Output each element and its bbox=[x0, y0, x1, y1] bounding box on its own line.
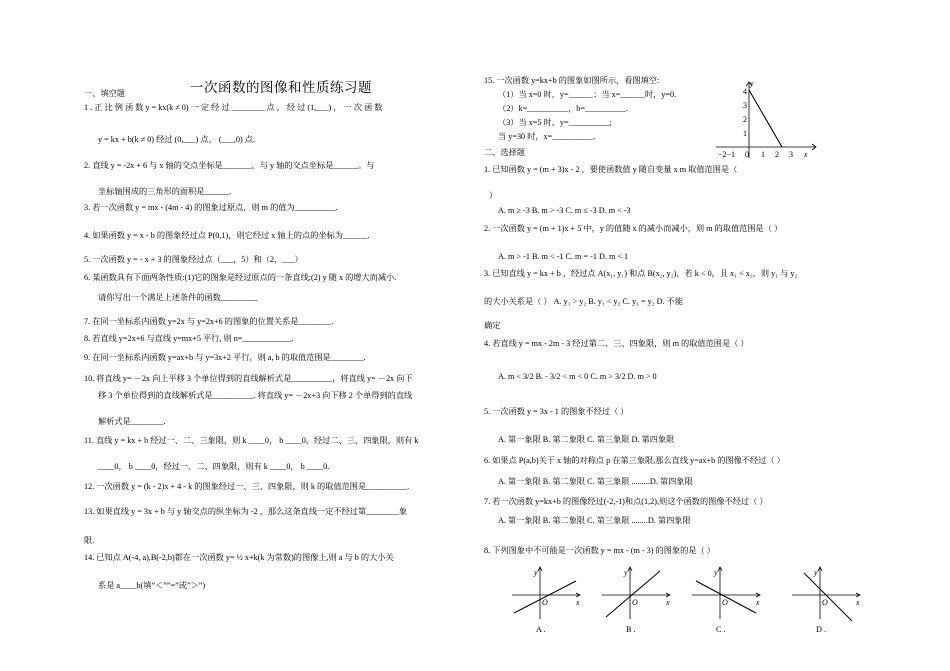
left-line: 5. 一次函数 y = - x + 3 的图象经过点（___，5）和（2，___） bbox=[84, 255, 303, 264]
section-fill-in: 一、填空题 bbox=[84, 89, 125, 98]
q15-x-tick-2: 2 bbox=[775, 150, 779, 159]
right-line: （2）k=__________，b=__________. bbox=[498, 104, 629, 113]
svg-text:O: O bbox=[722, 598, 728, 607]
svg-text:x: x bbox=[666, 598, 670, 607]
left-line: 请你写出一个满足上述条件的函数_________ bbox=[98, 293, 258, 302]
left-line: ____0， b ____0，经过一、二、四象限，则有 k ____0， b ____0. bbox=[98, 462, 330, 471]
svg-text:O: O bbox=[632, 598, 638, 607]
left-line: 12. 一次函数 y = (k - 2)x + 4 - k 的图象经过一、三、四象限，则 k 的取值范围是__________. bbox=[84, 482, 410, 491]
left-line: 7. 在同一坐标系内函数 y=2x 与 y=2x+6 的图象的位置关系是________. bbox=[84, 317, 334, 326]
q15-x-tick-3: 3 bbox=[789, 150, 793, 159]
left-line: 坐标轴围成的三角形的面积是______. bbox=[98, 187, 232, 196]
svg-text:O: O bbox=[822, 598, 828, 607]
right-line: A. m ≥ -3 B. m > -3 C. m ≤ -3 D. m < -3 bbox=[498, 206, 631, 215]
page-title: 一次函数的图像和性质练习题 bbox=[190, 80, 372, 95]
right-line: 5. 一次函数 y = 3x - 1 的图象不经过（ ） bbox=[484, 407, 629, 416]
svg-text:y: y bbox=[624, 568, 628, 577]
right-line: （1）当 x=0 时，y=______；当 x=______时，y=0. bbox=[498, 90, 677, 99]
right-line: 6. 如果点 P(a,b)关于 x 轴的对称点 p 在第三象限,那么直线 y=ax+b 的图像不经过（ ） bbox=[484, 456, 785, 465]
svg-text:y: y bbox=[814, 568, 818, 577]
left-line: 解析式是________. bbox=[98, 417, 166, 426]
right-line: A. m > -1 B. m < -1 C. m = -1 D. m < 1 bbox=[498, 252, 629, 261]
q15-x-tick-1: 1 bbox=[761, 150, 765, 159]
svg-text:x: x bbox=[576, 598, 580, 607]
q8-option-graph bbox=[790, 565, 862, 621]
q8-option-graph bbox=[690, 565, 762, 621]
q15-y-tick-4: 4 bbox=[743, 87, 747, 96]
left-line: 移 3 个单位得到的直线解析式是__________. 将直线 y= －2x+3 向下移 2 个单得到的直线 bbox=[98, 391, 413, 400]
q8-option-label: B . bbox=[626, 625, 636, 634]
right-line: ） bbox=[489, 191, 498, 200]
right-line: 3. 已知直线 y = kx + b ，经过点 A(x₁, y₁) 和点 B(x₂, y₂)，若 k < 0，且 x₁ < x₂，则 y₁ 与 y₂ bbox=[484, 269, 798, 278]
right-line: 二、选择题 bbox=[484, 148, 525, 157]
right-line: 15. 一次函数 y=kx+b 的图象如图所示，看图填空: bbox=[484, 76, 660, 85]
left-line: y = kx + b(k ≠ 0) 经过 (0,___) 点， (___,0) 点. bbox=[98, 135, 255, 144]
q8-option-label: D . bbox=[816, 625, 827, 634]
left-line: 11. 直线 y = kx + b 经过一、二、三象限，则 k ____0， b ____0，经过二、三、四象限，则有 k bbox=[84, 436, 419, 445]
q15-y-axis-label: y bbox=[750, 79, 754, 88]
q8-option-graph bbox=[510, 565, 582, 621]
right-line: A. 第一象限 B. 第二象限 C. 第三象限 .........D. 第四象限 bbox=[498, 477, 693, 486]
q15-y-tick-2: 2 bbox=[743, 115, 747, 124]
q15-origin-label: 0 bbox=[745, 150, 749, 159]
right-line: 确定 bbox=[484, 321, 501, 330]
right-line: A. m < 3/2 B. - 3/2 < m < 0 C. m > 3/2 D. m > 0 bbox=[498, 372, 657, 381]
svg-text:x: x bbox=[756, 598, 760, 607]
q15-x-ticks-neg: −2−1 bbox=[718, 150, 736, 159]
left-line: 6. 某函数具有下面两条性质:(1)它的图象是经过原点的一条直线;(2) y 随 x 的增大而减小. bbox=[84, 273, 397, 282]
right-line: 2. 一次函数 y = (m + 1)x + 5 中，y 的值随 x 的减小而减小，则 m 的取值范围是（ ） bbox=[484, 224, 783, 233]
left-line: 9. 在同一坐标系内函数 y=ax+b 与 y=3x+2 平行，则 a, b 的取值范围是________. bbox=[84, 353, 366, 362]
q15-y-tick-3: 3 bbox=[743, 101, 747, 110]
right-line: （3）当 x=5 时，y=__________; bbox=[498, 118, 612, 127]
right-line: 8. 下列图象中不可能是一次函数 y = mx - (m - 3) 的图象的是（ ） bbox=[484, 546, 715, 555]
left-line: 10. 将直线 y= －2x 向上平移 3 个单位得到的直线解析式是__________，将直线 y= －2x 向下 bbox=[84, 374, 413, 383]
svg-text:O: O bbox=[542, 598, 548, 607]
q8-option-graph bbox=[600, 565, 672, 621]
q15-y-tick-1: 1 bbox=[743, 129, 747, 138]
right-line: 当 y=30 时，x=__________. bbox=[498, 132, 596, 141]
left-line: 系是 a____b(填”＜””=”或”＞”) bbox=[98, 581, 206, 590]
left-line: 13. 如果直线 y = 3x + b 与 y 轴交点的纵坐标为 -2 ，那么这条直线一定不经过第________象 bbox=[84, 507, 408, 516]
left-line: 14. 已知点 A(-4, a),B(-2,b)都在一次函数 y= ½ x+k(k 为常数)的图像上,则 a 与 b 的大小关 bbox=[84, 553, 394, 562]
q15-graph bbox=[712, 78, 820, 160]
left-line: 1 . 正 比 例 函 数 y = kx(k ≠ 0) 一 定 经 过 ________ 点 ， 经 过 (1,___) ， 一 次 函 数 bbox=[84, 103, 383, 112]
right-line: 1. 已知函数 y = (m + 3)x - 2 ，要使函数值 y 随自变量 x m 取值范围是（ bbox=[484, 165, 738, 174]
right-line: 4. 若直线 y = mx - 2m - 3 经过第二、三、四象限，则 m 的取值范围是（ ） bbox=[484, 339, 749, 348]
right-line: A. 第一象限 B. 第二象限 C. 第三象限 D. 第四象限 bbox=[498, 435, 675, 444]
left-line: 4. 如果函数 y = x - b 的图象经过点 P(0,1)，则它经过 x 轴上的点的坐标为______. bbox=[84, 231, 370, 240]
right-line: 的大小关系是（ ） A. y₁ > y₂ B. y₁ < y₂ C. y₁ = y₂ D. 不能 bbox=[484, 297, 684, 306]
svg-text:y: y bbox=[714, 568, 718, 577]
left-line: 2. 直线 y = -2x + 6 与 x 轴的交点坐标是_______，与 y 轴的交点坐标是______。与 bbox=[84, 161, 375, 170]
right-line: 7. 若一次函数 y=kx+b 的图像经过(-2,-1)和点(1,2),则这个函数的图像不经过（ ） bbox=[484, 497, 768, 506]
q15-x-axis-label: x bbox=[804, 150, 808, 159]
left-line: 8. 若直线 y=2x+6 与直线 y=mx+5 平行, 则 n=____________. bbox=[84, 334, 294, 343]
right-line: A. 第一象限 B. 第二象限 C. 第三象限 ........D. 第四象限 bbox=[498, 516, 691, 525]
q8-option-label: A . bbox=[536, 625, 546, 634]
svg-text:y: y bbox=[534, 568, 538, 577]
svg-text:x: x bbox=[856, 598, 860, 607]
q8-option-label: C . bbox=[716, 625, 726, 634]
left-line: 3. 若一次函数 y = mx - (4m - 4) 的图象过原点，则 m 的值为__________. bbox=[84, 203, 338, 212]
left-line: 限. bbox=[84, 536, 95, 545]
